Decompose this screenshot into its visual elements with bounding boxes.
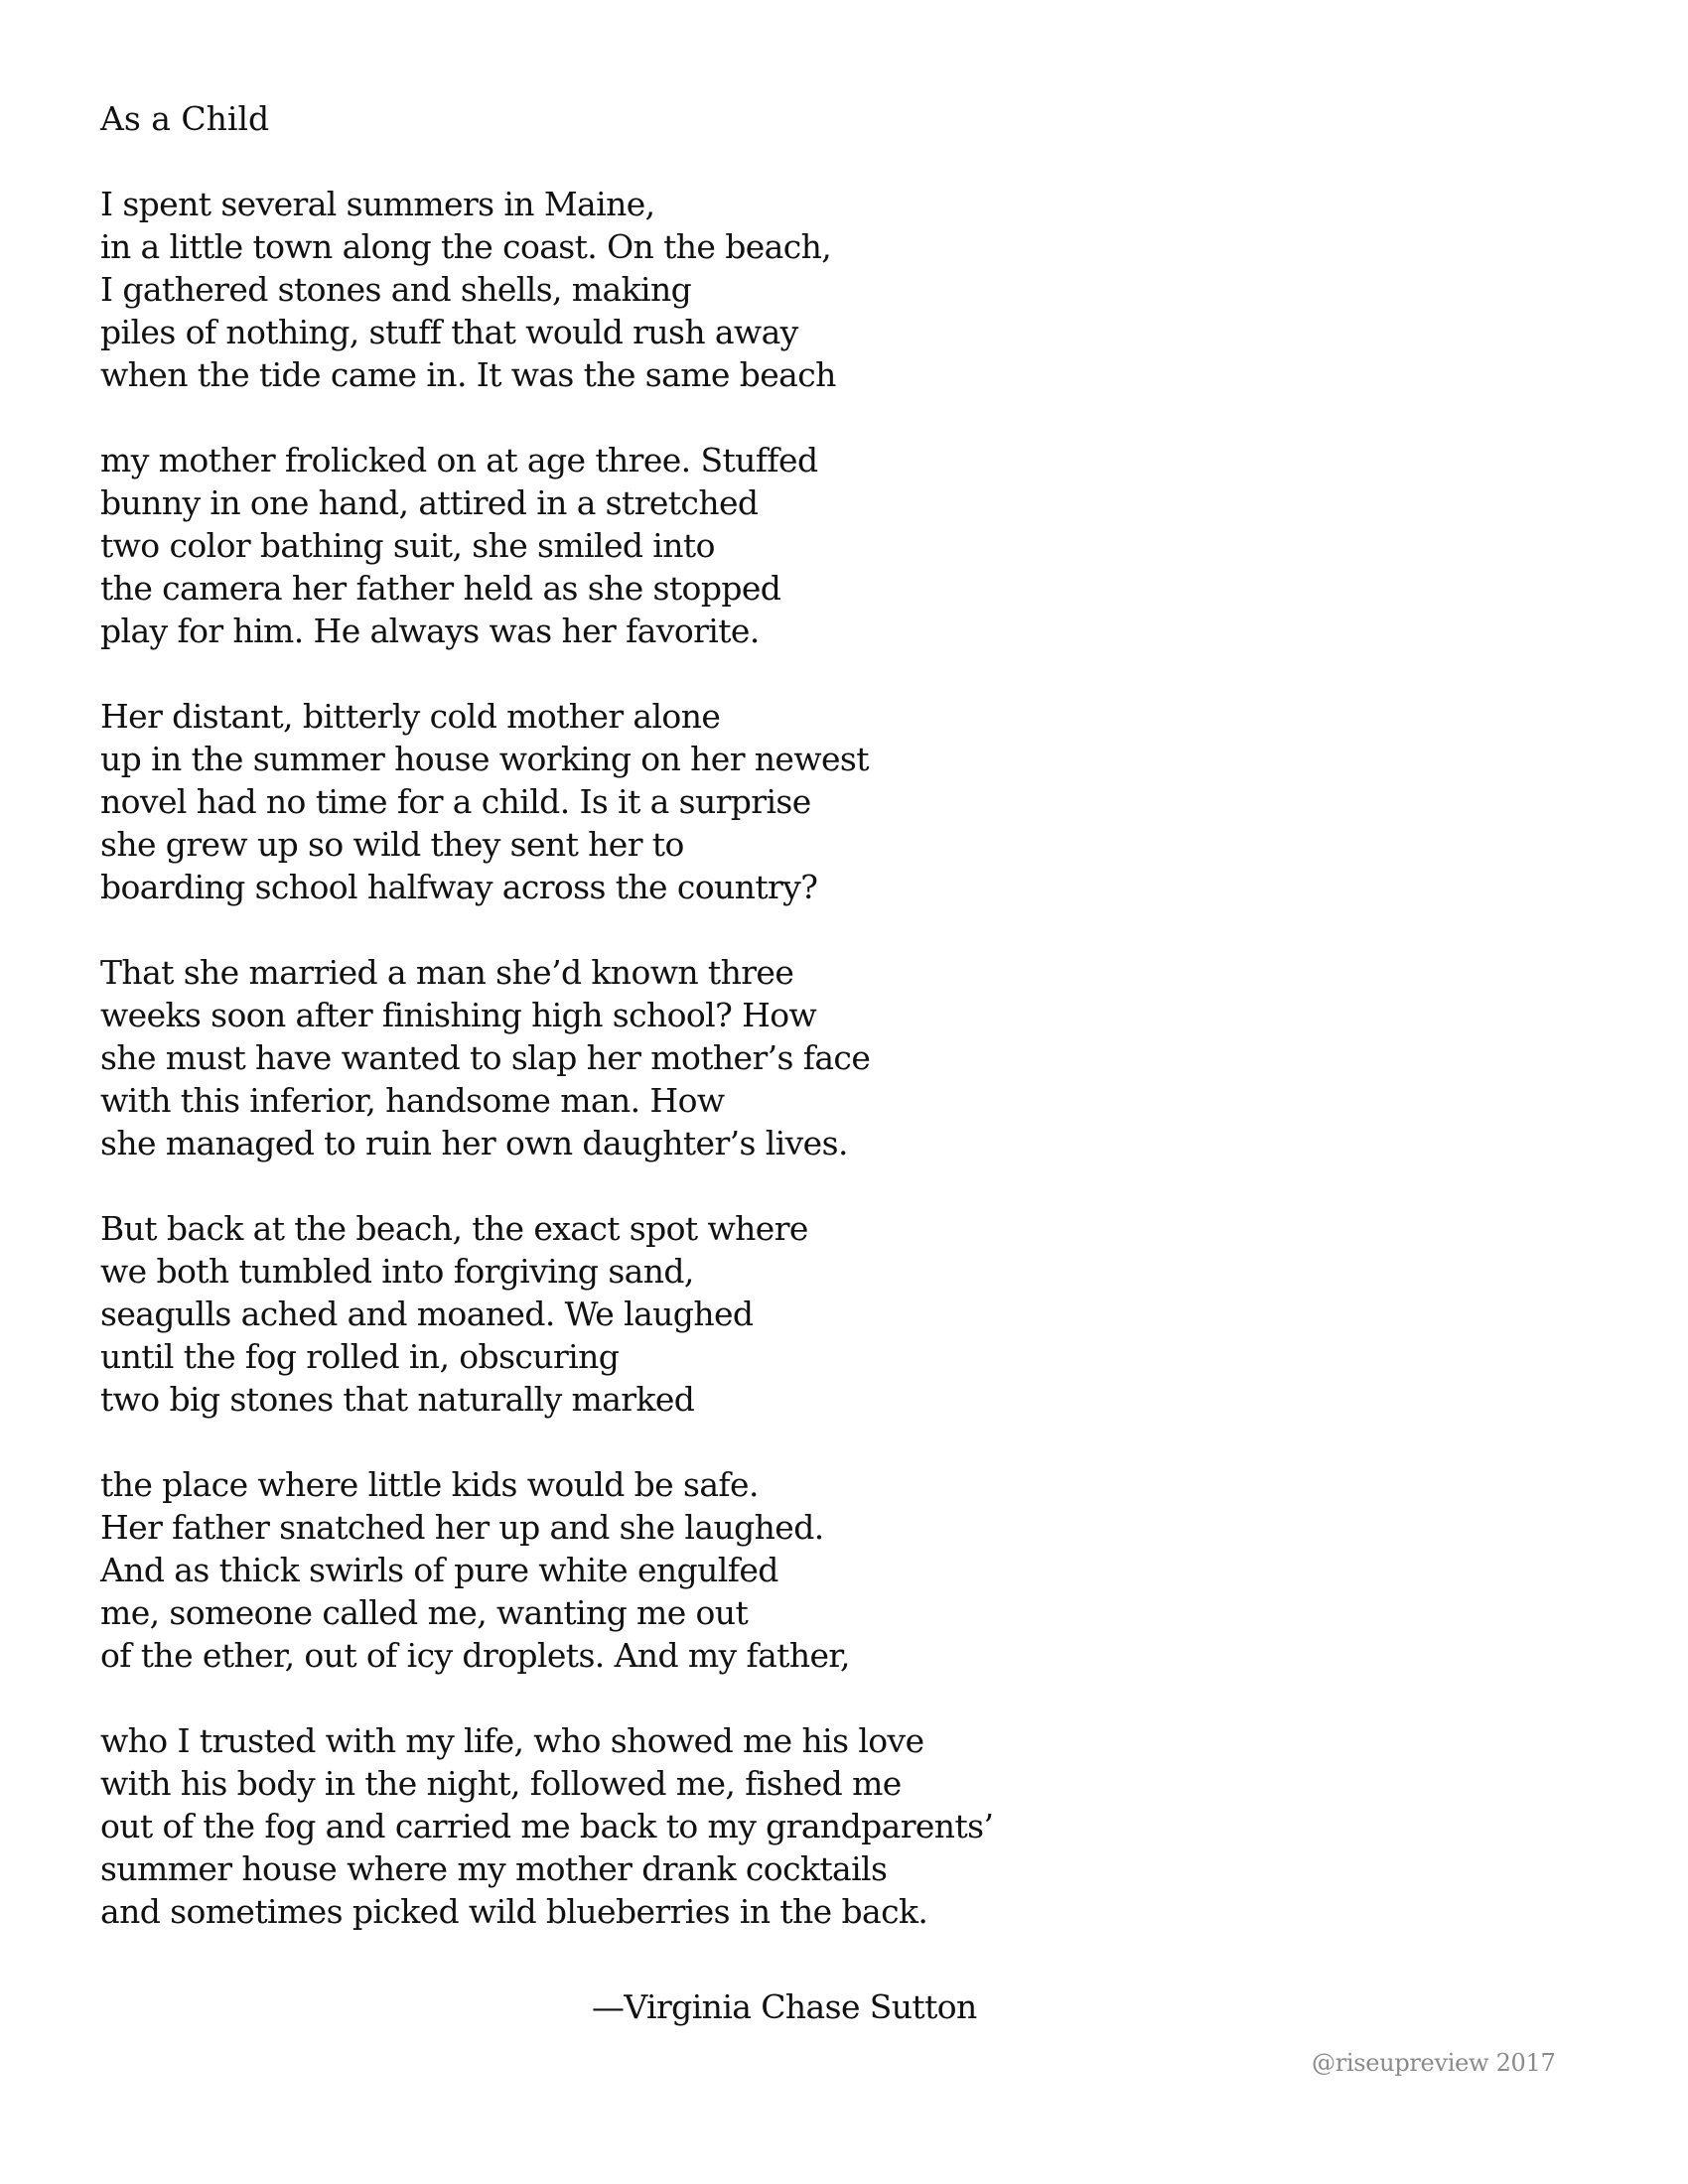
poem-line: my mother frolicked on at age three. Stuffed (100, 441, 818, 479)
stanza-2 (100, 439, 1590, 652)
poem-line: novel had no time for a child. Is it a surprise (100, 782, 811, 821)
poem-line: seagulls ached and moaned. We laughed (100, 1295, 754, 1333)
poem-line: I gathered stones and shells, making (100, 270, 692, 309)
poem-line: But back at the beach, the exact spot where (100, 1209, 808, 1248)
poem-line: me, someone called me, wanting me out (100, 1593, 749, 1632)
copyright-notice: @riseupreview 2017 (1312, 2049, 1556, 2077)
poem-line: and sometimes picked wild blueberries in the back. (100, 1892, 928, 1931)
poem-line: in a little town along the coast. On the beach, (100, 227, 832, 266)
poem-line: I spent several summers in Maine, (100, 185, 655, 223)
poem-line: play for him. He always was her favorite. (100, 612, 760, 650)
poem-line: she must have wanted to slap her mother’s face (100, 1038, 871, 1077)
poem-line: we both tumbled into forgiving sand, (100, 1252, 694, 1291)
poem-line: when the tide came in. It was the same beach (100, 355, 836, 394)
stanza-4 (100, 951, 1590, 1164)
poem-body (100, 97, 1590, 1976)
stanza-7 (100, 1719, 1590, 1933)
poem-line: with this inferior, handsome man. How (100, 1081, 725, 1120)
poem-line: two color bathing suit, she smiled into (100, 526, 715, 565)
poem-title: As a Child (100, 99, 270, 138)
poem-line: summer house where my mother drank cocktails (100, 1849, 888, 1888)
poem-line: of the ether, out of icy droplets. And my father, (100, 1636, 850, 1675)
stanza-6 (100, 1463, 1590, 1677)
poem-line: she grew up so wild they sent her to (100, 825, 684, 864)
poem-line: boarding school halfway across the country? (100, 868, 818, 906)
poem-line: she managed to ruin her own daughter’s lives. (100, 1124, 848, 1162)
poem-line: bunny in one hand, attired in a stretched (100, 483, 759, 522)
poem-line: piles of nothing, stuff that would rush away (100, 313, 798, 351)
stanza-5 (100, 1207, 1590, 1421)
poem-line: with his body in the night, followed me, fished me (100, 1764, 902, 1803)
stanza-3 (100, 695, 1590, 908)
poem-line: who I trusted with my life, who showed me his love (100, 1721, 924, 1760)
poem-line: two big stones that naturally marked (100, 1380, 695, 1419)
poem-line: weeks soon after finishing high school? How (100, 996, 817, 1034)
poem-line: the camera her father held as she stopped (100, 569, 781, 608)
poem-attribution: —Virginia Chase Sutton (592, 1987, 977, 2026)
poem-line: Her distant, bitterly cold mother alone (100, 697, 721, 736)
poem-line: And as thick swirls of pure white engulfed (100, 1551, 778, 1589)
poem-line: until the fog rolled in, obscuring (100, 1337, 620, 1376)
poem-line: up in the summer house working on her newest (100, 740, 869, 778)
poem-line: the place where little kids would be safe. (100, 1465, 759, 1504)
poem-line: out of the fog and carried me back to my grandparents’ (100, 1807, 994, 1845)
stanza-1 (100, 183, 1590, 396)
poem-line: Her father snatched her up and she laughed. (100, 1508, 824, 1547)
poem-line: That she married a man she’d known three (100, 953, 794, 992)
